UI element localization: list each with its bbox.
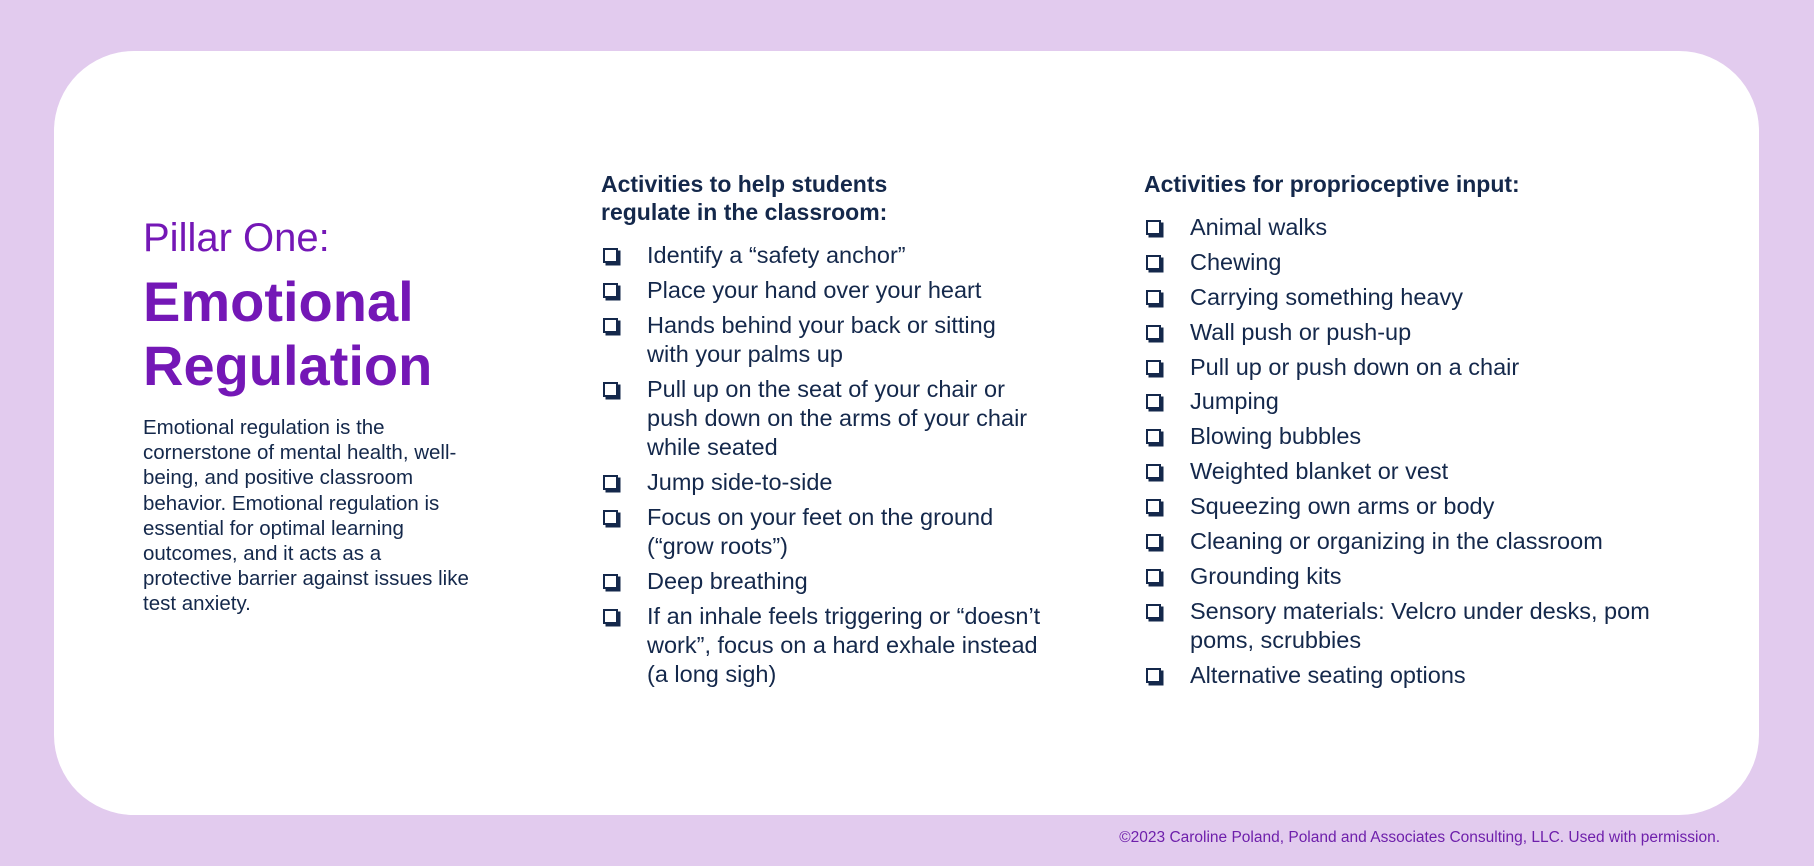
list-item-label: If an inhale feels triggering or “doesn’t work”, focus on a hard exhale instead (a long sigh) bbox=[647, 603, 1041, 687]
list-item-label: Pull up or push down on a chair bbox=[1190, 353, 1520, 380]
checkbox-icon bbox=[1146, 325, 1161, 340]
list-item-label: Jumping bbox=[1190, 388, 1279, 415]
intro-paragraph: Emotional regulation is the cornerstone of mental health, well-being, and positive classroom behavior. Emotional regulation is essential for optimal learning outcomes, and it acts as a protective barrier against issues like test anxiety. bbox=[143, 416, 469, 616]
pillar-title bbox=[143, 270, 473, 398]
checkbox-icon bbox=[1146, 290, 1161, 305]
checkbox-icon bbox=[603, 382, 618, 397]
checkbox-icon bbox=[603, 510, 618, 525]
checkbox-icon bbox=[603, 574, 618, 589]
checkbox-icon bbox=[603, 283, 618, 298]
copyright-footer: ©2023 Caroline Poland, Poland and Associates Consulting, LLC. Used with permission. bbox=[1119, 829, 1720, 846]
list-item-label: Animal walks bbox=[1190, 214, 1328, 240]
list-item-label: Sensory materials: Velcro under desks, pom poms, scrubbies bbox=[1190, 597, 1650, 653]
checkbox-icon bbox=[1146, 499, 1161, 514]
list-item-label: Blowing bubbles bbox=[1190, 423, 1362, 450]
list-item bbox=[601, 276, 1041, 305]
list-item-label: Place your hand over your heart bbox=[647, 277, 982, 303]
classroom-activities-section bbox=[601, 170, 1041, 695]
checkbox-icon bbox=[1146, 394, 1161, 409]
list-item bbox=[1144, 353, 1664, 382]
list-item-label: Weighted blanket or vest bbox=[1190, 458, 1449, 485]
list-item bbox=[1144, 597, 1664, 655]
list-item-label: Squeezing own arms or body bbox=[1190, 493, 1495, 520]
list-item bbox=[1144, 248, 1664, 277]
list-item bbox=[601, 567, 1041, 596]
list-item-label: Hands behind your back or sitting with your palms up bbox=[647, 312, 996, 367]
list-item-label: Wall push or push-up bbox=[1190, 318, 1412, 345]
checkbox-icon bbox=[603, 609, 618, 624]
list-item bbox=[1144, 527, 1664, 556]
pillar-kicker: Pillar One: bbox=[143, 216, 330, 260]
checkbox-icon bbox=[1146, 360, 1161, 375]
checkbox-icon bbox=[1146, 255, 1161, 270]
list-item bbox=[1144, 562, 1664, 591]
checkbox-icon bbox=[1146, 569, 1161, 584]
checkbox-icon bbox=[1146, 668, 1161, 683]
classroom-activities-heading: Activities to help students regulate in the classroom: bbox=[601, 171, 888, 225]
pillar-intro bbox=[143, 214, 473, 637]
list-item bbox=[601, 602, 1041, 689]
list-item-label: Cleaning or organizing in the classroom bbox=[1190, 528, 1603, 555]
list-item-label: Identify a “safety anchor” bbox=[647, 242, 906, 268]
list-item bbox=[1144, 492, 1664, 521]
list-item-label: Chewing bbox=[1190, 248, 1282, 275]
list-item bbox=[1144, 318, 1664, 347]
checkbox-icon bbox=[1146, 220, 1161, 235]
list-item-label: Focus on your feet on the ground (“grow roots”) bbox=[647, 504, 994, 559]
list-item bbox=[1144, 283, 1664, 312]
checkbox-icon bbox=[1146, 604, 1161, 619]
classroom-activities-list bbox=[601, 241, 1041, 689]
checkbox-icon bbox=[1146, 534, 1161, 549]
proprioceptive-activities-list bbox=[1144, 213, 1664, 690]
list-item bbox=[601, 503, 1041, 561]
list-item bbox=[1144, 422, 1664, 451]
proprioceptive-activities-section bbox=[1144, 170, 1664, 696]
pillar-title-line-2: Regulation bbox=[143, 334, 433, 397]
list-item-label: Deep breathing bbox=[647, 568, 808, 594]
list-item-label: Grounding kits bbox=[1190, 562, 1342, 589]
list-item-label: Carrying something heavy bbox=[1190, 283, 1463, 310]
proprioceptive-activities-heading: Activities for proprioceptive input: bbox=[1144, 171, 1520, 197]
list-item bbox=[1144, 457, 1664, 486]
checkbox-icon bbox=[1146, 464, 1161, 479]
list-item-label: Alternative seating options bbox=[1190, 661, 1466, 688]
list-item bbox=[1144, 213, 1664, 242]
checkbox-icon bbox=[603, 318, 618, 333]
list-item bbox=[1144, 661, 1664, 690]
list-item bbox=[601, 375, 1041, 462]
checkbox-icon bbox=[1146, 429, 1161, 444]
list-item bbox=[601, 311, 1041, 369]
list-item bbox=[601, 241, 1041, 270]
pillar-title-line-1: Emotional bbox=[143, 270, 414, 333]
list-item-label: Pull up on the seat of your chair or push down on the arms of your chair while seated bbox=[647, 376, 1028, 460]
list-item bbox=[1144, 387, 1664, 416]
checkbox-icon bbox=[603, 248, 618, 263]
checkbox-icon bbox=[603, 475, 618, 490]
list-item-label: Jump side-to-side bbox=[647, 469, 833, 495]
list-item bbox=[601, 468, 1041, 497]
